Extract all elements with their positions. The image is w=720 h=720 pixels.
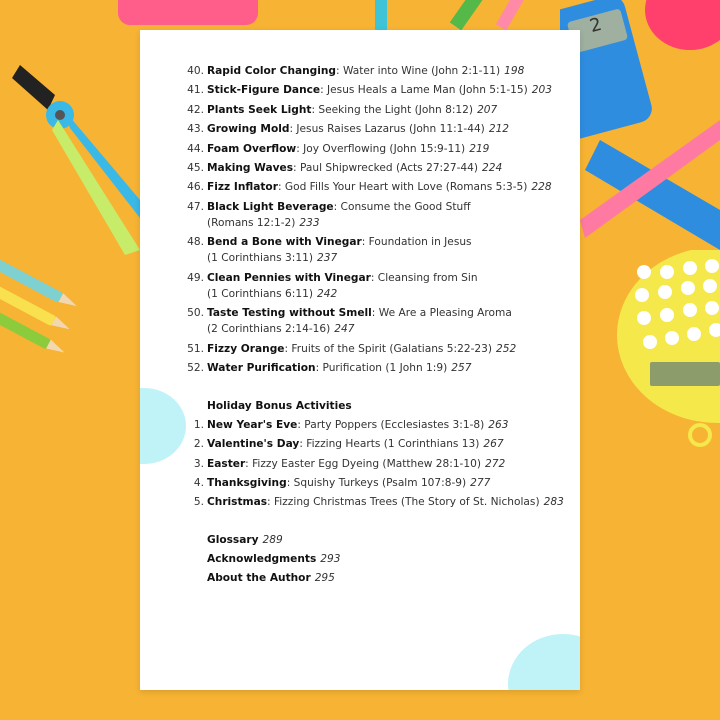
- decorative-circle: [508, 634, 580, 690]
- pink-sharpener-icon: [118, 0, 258, 25]
- page-number: 289: [262, 534, 283, 546]
- page-number: 212: [488, 123, 510, 135]
- page-number: 277: [470, 477, 491, 489]
- page-number: 263: [488, 419, 509, 431]
- page-number: 237: [316, 252, 338, 264]
- page-number: 295: [314, 572, 335, 584]
- colored-pencil-icon: [375, 0, 387, 30]
- page-number: 233: [299, 217, 320, 229]
- page-number: 219: [469, 143, 490, 155]
- page-number: 242: [316, 288, 338, 300]
- page-number: 257: [451, 362, 472, 374]
- toc-entry-continuation[interactable]: (1 Corinthians 6:11) 242: [207, 288, 338, 300]
- holiday-section-heading: Holiday Bonus Activities: [207, 400, 352, 412]
- compass-icon: [0, 40, 140, 260]
- page-number: 198: [504, 65, 525, 77]
- page-number: 272: [485, 458, 506, 470]
- page-number: 283: [543, 496, 564, 508]
- page-number: 224: [482, 162, 503, 174]
- page-number: 203: [531, 84, 553, 96]
- page-number: 228: [531, 181, 552, 193]
- page-number: 207: [477, 104, 498, 116]
- page-number: 252: [496, 343, 517, 355]
- page-number: 293: [320, 553, 341, 565]
- page-number: 267: [483, 438, 504, 450]
- pink-pencil-icon: [496, 0, 526, 30]
- watch-display: 2: [587, 13, 604, 38]
- yellow-calculator-icon: [612, 250, 720, 450]
- toc-page: 40. Rapid Color Changing: Water into Wine (John 2:1-11) 198 41. Stick-Figure Dance: Jesus Heals a Lame Man (John 5:1-15) 203 42. Plants Seek Light: Seeking the Light (John 8:12) 207 43. Growing Mold: Jesus Raises Lazarus (John 11:1-44) 212 44. Foam Overflow: Joy Overflowing (John 15:9-11) 219 45. Making Waves: Paul Shipwrecked (Acts 27:27-44) 224 46. Fizz Inflator: God Fills Your Heart with Love (Romans 5:3-5) 228 47. Black Light Beverage: Consume the Good Stuff (Romans 12:1-2) 233 48. Bend a Bone with Vinegar: Foundation in Jesus (1 Corinthians 3:11) 237 49. Clean Pennies with Vinegar: Cleansing from Sin (1 Corinthians 6:11) 242 50. Taste Testing without Smell: We Are a Pleasing Aroma (2 Corinthians 2:14-16) 247 51. Fizzy Orange: Fruits of the Spirit (Galatians 5:22-23) 252 52. Water Purification: Purification (1 John 1:9) 257 Holiday Bonus Activities 1. New Year's Eve: Party Poppers (Ecclesiastes 3:1-8) 263 2. Valentine's Day: Fizzing Hearts (1 Corinthians 13) 267 3. Easter: Fizzy Easter Egg Dyeing (Matthew 28:1-10) 272 4. Thanksgiving: Squishy Turkeys (Psalm 107:8-9) 277 5. Christmas: Fizzing Christmas Trees (The Story of St. Nicholas) 283 Glossary 289 Acknowledgments 293 About the Author 295: [140, 30, 580, 690]
- calculator-watch-icon: [560, 0, 720, 250]
- toc-entry-continuation[interactable]: (2 Corinthians 2:14-16) 247: [207, 323, 355, 335]
- toc-entry-continuation[interactable]: (1 Corinthians 3:11) 237: [207, 252, 338, 264]
- colored-pencil-icon: [450, 0, 484, 30]
- toc-entry-continuation[interactable]: (Romans 12:1-2) 233: [207, 217, 320, 229]
- page-number: 247: [334, 323, 355, 335]
